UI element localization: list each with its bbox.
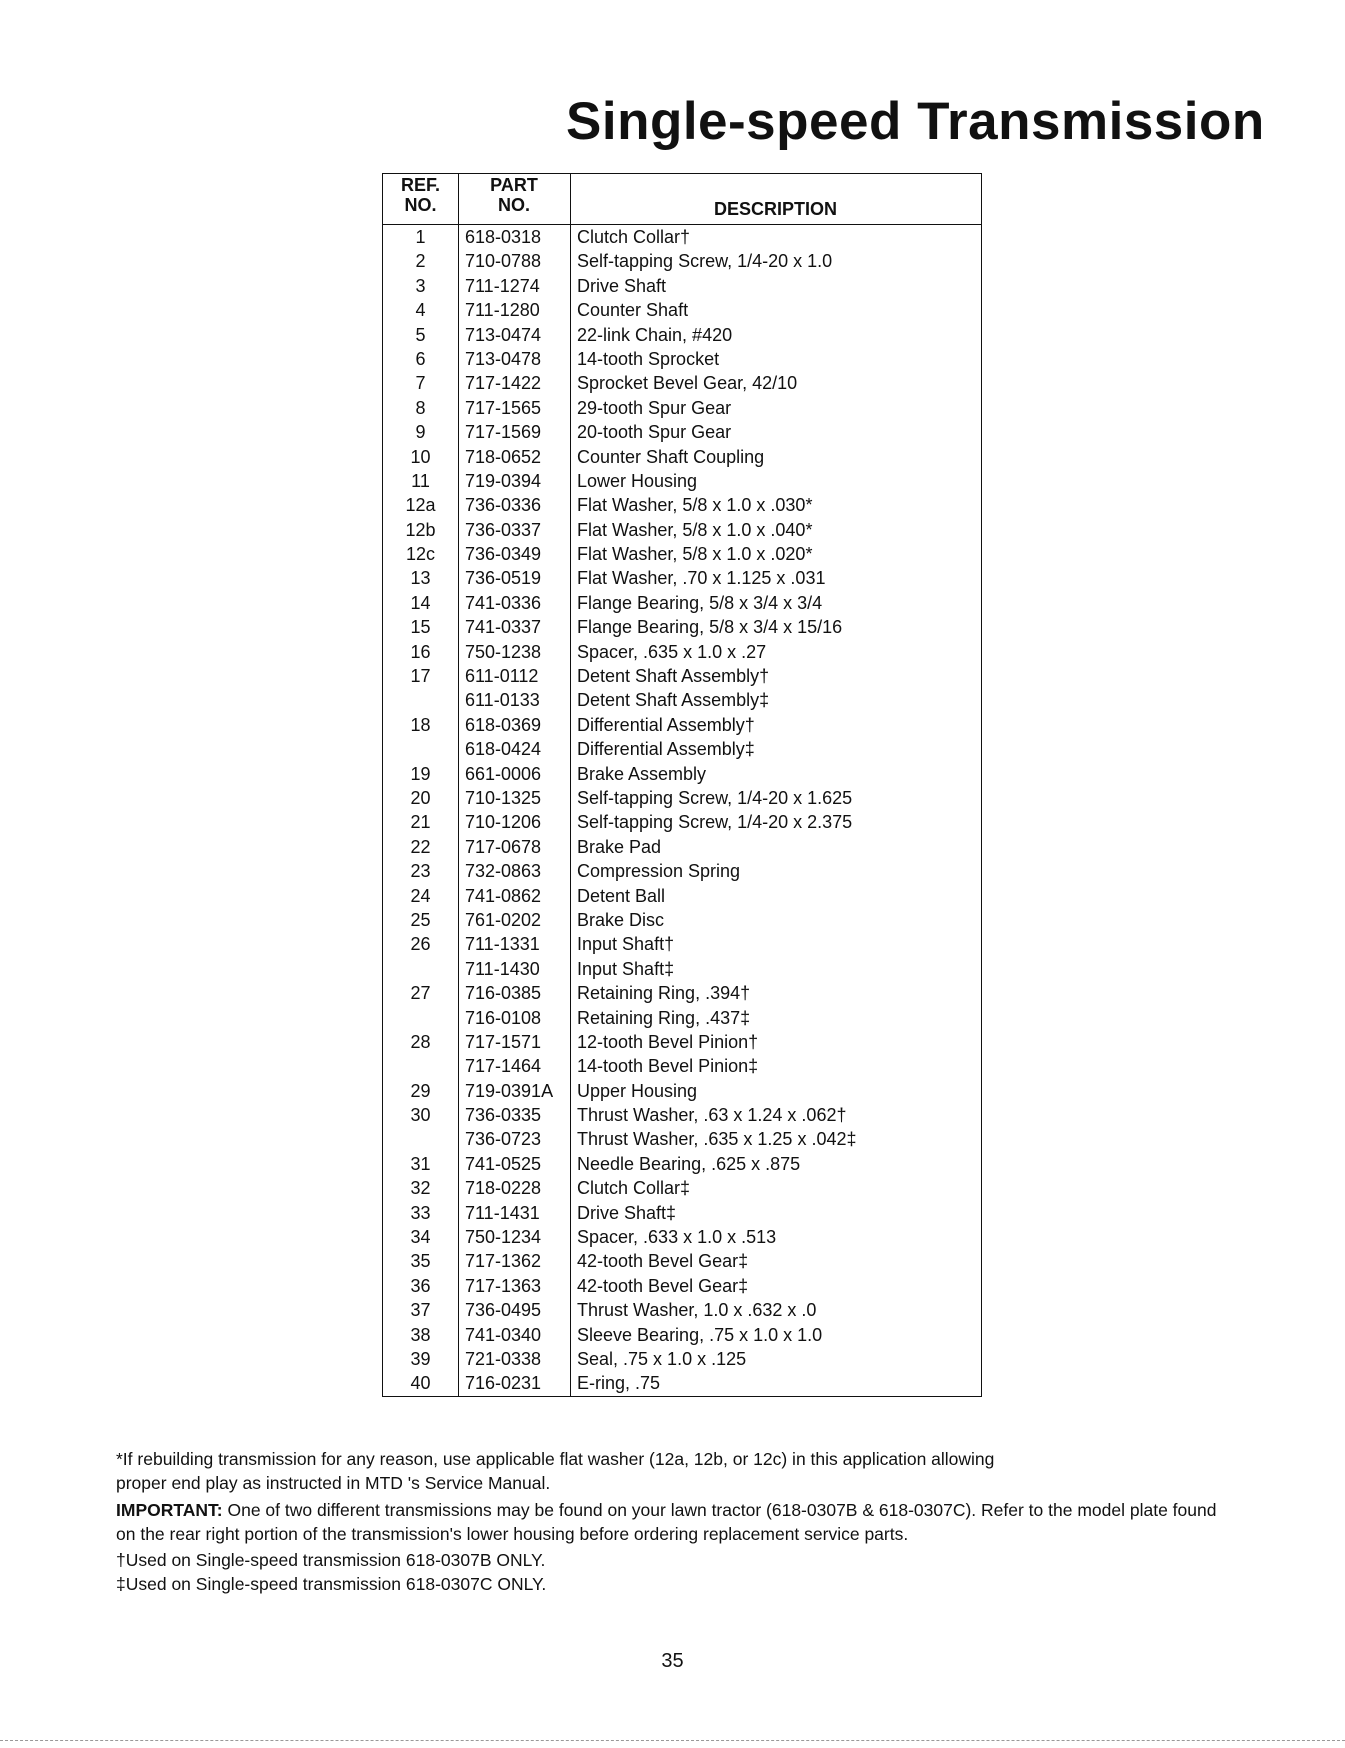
part-no-cell: 718-0228 xyxy=(465,1178,542,1199)
part-no-cell: 611-0112 xyxy=(465,666,539,687)
part-no-cell: 716-0385 xyxy=(465,983,542,1004)
description-cell: Drive Shaft‡ xyxy=(577,1202,677,1223)
description-cell: Input Shaft† xyxy=(577,934,675,955)
table-row xyxy=(383,1323,981,1347)
description-cell: 14-tooth Sprocket xyxy=(577,348,720,369)
table-row xyxy=(383,786,981,810)
table-row xyxy=(383,469,981,493)
table-row xyxy=(383,640,981,664)
table-body xyxy=(383,225,981,1396)
table-row xyxy=(383,1298,981,1322)
ref-no-cell: 4 xyxy=(415,300,426,321)
ref-no-header: REF. NO. xyxy=(400,175,440,215)
table-row xyxy=(383,1249,981,1273)
description-cell: Lower Housing xyxy=(577,470,698,491)
description-cell: Sleeve Bearing, .75 x 1.0 x 1.0 xyxy=(577,1324,823,1345)
table-row xyxy=(383,908,981,932)
table-row xyxy=(383,518,981,542)
ref-no-cell: 17 xyxy=(410,666,431,687)
double-dagger-note: ‡Used on Single-speed transmission 618-0307C ONLY. xyxy=(116,1574,547,1595)
description-cell: 42-tooth Bevel Gear‡ xyxy=(577,1275,749,1296)
part-no-cell: 717-1464 xyxy=(465,1056,542,1077)
ref-no-cell: 7 xyxy=(415,373,426,394)
part-no-cell: 710-1206 xyxy=(465,812,542,833)
ref-no-cell: 11 xyxy=(411,470,430,491)
part-no-cell: 736-0495 xyxy=(465,1300,542,1321)
ref-no-cell: 18 xyxy=(410,714,431,735)
part-no-cell: 711-1331 xyxy=(465,934,540,955)
description-cell: Self-tapping Screw, 1/4-20 x 1.0 xyxy=(577,251,833,272)
table-row xyxy=(383,420,981,444)
ref-no-cell: 12a xyxy=(405,495,436,516)
parts-table xyxy=(382,173,982,1397)
description-cell: Thrust Washer, .635 x 1.25 x .042‡ xyxy=(577,1129,857,1150)
description-cell: Upper Housing xyxy=(577,1080,698,1101)
description-cell: 42-tooth Bevel Gear‡ xyxy=(577,1251,749,1272)
table-row xyxy=(383,1201,981,1225)
table-row xyxy=(383,225,981,249)
table-row xyxy=(383,445,981,469)
description-cell: 14-tooth Bevel Pinion‡ xyxy=(577,1056,759,1077)
description-header: DESCRIPTION xyxy=(713,199,837,219)
part-no-cell: 716-0108 xyxy=(465,1007,542,1028)
ref-no-cell: 33 xyxy=(410,1202,431,1223)
ref-no-cell: 28 xyxy=(410,1031,431,1052)
table-row xyxy=(383,542,981,566)
description-cell: Flange Bearing, 5/8 x 3/4 x 3/4 xyxy=(577,592,823,613)
part-no-cell: 711-1431 xyxy=(465,1202,540,1223)
table-row xyxy=(383,566,981,590)
ref-no-cell: 19 xyxy=(410,763,431,784)
ref-no-cell: 6 xyxy=(415,348,426,369)
ref-no-cell: 21 xyxy=(410,812,431,833)
description-cell: Differential Assembly‡ xyxy=(577,739,755,760)
description-cell: Spacer, .635 x 1.0 x .27 xyxy=(577,641,767,662)
description-cell: Detent Ball xyxy=(577,885,666,906)
part-no-cell: 716-0231 xyxy=(465,1373,542,1394)
asterisk-note xyxy=(116,1447,1236,1496)
table-row xyxy=(383,981,981,1005)
description-cell: Compression Spring xyxy=(577,861,741,882)
description-cell: Drive Shaft xyxy=(577,275,667,296)
part-no-cell: 736-0337 xyxy=(465,519,542,540)
description-cell: Differential Assembly† xyxy=(577,714,755,735)
ref-no-cell: 20 xyxy=(410,787,431,808)
ref-no-cell: 25 xyxy=(410,909,431,930)
description-cell: Seal, .75 x 1.0 x .125 xyxy=(577,1348,747,1369)
table-row xyxy=(383,1176,981,1200)
part-no-header: PART NO. xyxy=(490,175,538,215)
part-no-cell: 761-0202 xyxy=(465,909,542,930)
table-row xyxy=(383,859,981,883)
part-no-cell: 717-1363 xyxy=(465,1275,542,1296)
asterisk-note-line1: *If rebuilding transmission for any reason, use applicable flat washer (12a, 12b, or 12c) in this application allowing xyxy=(116,1449,995,1469)
part-no-cell: 711-1430 xyxy=(465,958,540,979)
part-no-cell: 711-1280 xyxy=(465,300,540,321)
part-no-cell: 736-0519 xyxy=(465,568,542,589)
ref-no-cell: 3 xyxy=(415,275,426,296)
description-cell: Thrust Washer, 1.0 x .632 x .0 xyxy=(577,1300,817,1321)
table-row xyxy=(383,396,981,420)
description-cell: Self-tapping Screw, 1/4-20 x 2.375 xyxy=(577,812,853,833)
table-row xyxy=(383,1152,981,1176)
description-cell: Counter Shaft xyxy=(577,300,689,321)
table-row xyxy=(383,713,981,737)
ref-no-cell: 10 xyxy=(410,446,431,467)
description-cell: Flat Washer, .70 x 1.125 x .031 xyxy=(577,568,826,589)
ref-no-cell: 8 xyxy=(415,397,426,418)
description-cell: Clutch Collar‡ xyxy=(577,1178,691,1199)
table-row xyxy=(383,1079,981,1103)
important-label: IMPORTANT: xyxy=(116,1499,223,1520)
table-row xyxy=(383,1225,981,1249)
dagger-note: †Used on Single-speed transmission 618-0307B ONLY. xyxy=(116,1550,546,1571)
description-cell: Brake Assembly xyxy=(577,763,707,784)
table-row xyxy=(383,1030,981,1054)
description-cell: Input Shaft‡ xyxy=(577,958,675,979)
ref-no-cell: 12b xyxy=(405,519,436,540)
table-row xyxy=(383,957,981,981)
part-no-cell: 741-0340 xyxy=(465,1324,542,1345)
ref-no-cell: 40 xyxy=(410,1373,431,1394)
description-cell: Detent Shaft Assembly‡ xyxy=(577,690,770,711)
table-row xyxy=(383,323,981,347)
part-no-cell: 721-0338 xyxy=(465,1348,542,1369)
table-row xyxy=(383,1103,981,1127)
table-row xyxy=(383,1274,981,1298)
asterisk-note-line2: proper end play as instructed in MTD 's Service Manual. xyxy=(116,1473,551,1494)
part-no-cell: 717-1571 xyxy=(465,1031,542,1052)
ref-no-cell: 22 xyxy=(410,836,431,857)
ref-no-cell: 24 xyxy=(410,885,431,906)
part-no-cell: 736-0349 xyxy=(465,544,542,565)
description-cell: Detent Shaft Assembly† xyxy=(577,666,770,687)
description-cell: E-ring, .75 xyxy=(577,1373,661,1394)
description-cell: Flange Bearing, 5/8 x 3/4 x 15/16 xyxy=(577,617,843,638)
part-no-cell: 736-0336 xyxy=(465,495,542,516)
page-title: Single-speed Transmission xyxy=(566,92,1265,151)
description-cell: Sprocket Bevel Gear, 42/10 xyxy=(577,373,798,394)
table-row xyxy=(383,737,981,761)
part-no-cell: 719-0394 xyxy=(465,470,542,491)
part-no-cell: 736-0335 xyxy=(465,1105,542,1126)
description-cell: Spacer, .633 x 1.0 x .513 xyxy=(577,1227,777,1248)
table-row xyxy=(383,884,981,908)
ref-no-cell: 5 xyxy=(415,324,426,345)
table-row xyxy=(383,615,981,639)
important-note xyxy=(116,1498,1236,1547)
table-row xyxy=(383,835,981,859)
table-row xyxy=(383,1006,981,1030)
table-row xyxy=(383,249,981,273)
part-no-cell: 710-1325 xyxy=(465,787,542,808)
description-cell: 20-tooth Spur Gear xyxy=(577,422,732,443)
description-cell: 29-tooth Spur Gear xyxy=(577,397,732,418)
table-row xyxy=(383,347,981,371)
description-cell: Counter Shaft Coupling xyxy=(577,446,765,467)
description-cell: Retaining Ring, .437‡ xyxy=(577,1007,751,1028)
table-row xyxy=(383,664,981,688)
table-row xyxy=(383,1054,981,1078)
description-cell: Retaining Ring, .394† xyxy=(577,983,751,1004)
ref-no-cell: 36 xyxy=(410,1275,431,1296)
part-no-cell: 741-0336 xyxy=(465,592,542,613)
description-cell: Thrust Washer, .63 x 1.24 x .062† xyxy=(577,1105,847,1126)
description-cell: Clutch Collar† xyxy=(577,227,691,247)
footnotes xyxy=(116,1447,1236,1597)
ref-no-cell: 16 xyxy=(410,641,431,662)
table-row xyxy=(383,371,981,395)
ref-no-cell: 13 xyxy=(410,568,431,589)
ref-no-cell: 35 xyxy=(410,1251,431,1272)
part-no-cell: 732-0863 xyxy=(465,861,542,882)
table-row xyxy=(383,810,981,834)
page-number: 35 xyxy=(661,1650,684,1672)
table-row xyxy=(383,274,981,298)
part-no-cell: 717-1422 xyxy=(465,373,542,394)
part-no-cell: 750-1234 xyxy=(465,1227,542,1248)
table-row xyxy=(383,932,981,956)
part-no-cell: 718-0652 xyxy=(465,446,542,467)
part-no-cell: 717-1362 xyxy=(465,1251,542,1272)
ref-no-cell: 39 xyxy=(410,1348,431,1369)
part-no-cell: 717-1569 xyxy=(465,422,542,443)
part-no-cell: 741-0525 xyxy=(465,1153,542,1174)
ref-no-cell: 37 xyxy=(410,1300,431,1321)
description-cell: 12-tooth Bevel Pinion† xyxy=(577,1031,759,1052)
ref-no-cell: 14 xyxy=(410,592,431,613)
part-no-cell: 711-1274 xyxy=(465,275,540,296)
part-no-cell: 618-0369 xyxy=(465,714,542,735)
description-cell: Brake Pad xyxy=(577,836,662,857)
part-no-cell: 717-1565 xyxy=(465,397,542,418)
table-row xyxy=(383,688,981,712)
part-no-cell: 611-0133 xyxy=(465,690,540,711)
description-cell: Needle Bearing, .625 x .875 xyxy=(577,1153,801,1174)
table-row xyxy=(383,762,981,786)
table-row xyxy=(383,298,981,322)
part-no-cell: 713-0478 xyxy=(465,348,542,369)
ref-no-cell: 29 xyxy=(410,1080,431,1101)
description-cell: Flat Washer, 5/8 x 1.0 x .020* xyxy=(577,544,813,565)
table-row xyxy=(383,493,981,517)
part-no-cell: 713-0474 xyxy=(465,324,542,345)
ref-no-cell: 27 xyxy=(410,983,431,1004)
part-no-cell: 661-0006 xyxy=(465,763,542,784)
part-no-cell: 741-0862 xyxy=(465,885,542,906)
ref-no-cell: 12c xyxy=(405,544,436,565)
description-cell: 22-link Chain, #420 xyxy=(577,324,733,345)
important-text: One of two different transmissions may be found on your lawn tractor (618-0307B & 618-0307C). Refer to the model plate found on the rear right portion of the transmission's lower housing before ordering replacement service parts. xyxy=(116,1499,1217,1544)
page-bottom-rule xyxy=(0,1740,1345,1741)
part-no-cell: 717-0678 xyxy=(465,836,542,857)
table-row xyxy=(383,1371,981,1395)
ref-no-cell: 1 xyxy=(415,227,426,247)
description-cell: Brake Disc xyxy=(577,909,665,930)
ref-no-cell: 38 xyxy=(410,1324,431,1345)
ref-no-cell: 31 xyxy=(410,1153,431,1174)
table-row xyxy=(383,1127,981,1151)
ref-no-cell: 23 xyxy=(410,861,431,882)
part-no-cell: 736-0723 xyxy=(465,1129,542,1150)
ref-no-cell: 32 xyxy=(410,1178,431,1199)
ref-no-cell: 9 xyxy=(415,422,426,443)
table-row xyxy=(383,1347,981,1371)
ref-no-cell: 2 xyxy=(415,251,426,272)
description-cell: Flat Washer, 5/8 x 1.0 x .030* xyxy=(577,495,813,516)
ref-no-cell: 34 xyxy=(410,1227,431,1248)
ref-no-cell: 30 xyxy=(410,1105,431,1126)
part-no-cell: 750-1238 xyxy=(465,641,542,662)
description-cell: Flat Washer, 5/8 x 1.0 x .040* xyxy=(577,519,813,540)
part-no-cell: 710-0788 xyxy=(465,251,542,272)
part-no-cell: 741-0337 xyxy=(465,617,542,638)
part-no-cell: 618-0318 xyxy=(465,227,542,247)
part-no-cell: 618-0424 xyxy=(465,739,542,760)
description-cell: Self-tapping Screw, 1/4-20 x 1.625 xyxy=(577,787,853,808)
table-row xyxy=(383,591,981,615)
part-no-cell: 719-0391A xyxy=(465,1080,554,1101)
ref-no-cell: 26 xyxy=(410,934,431,955)
ref-no-cell: 15 xyxy=(410,617,431,638)
